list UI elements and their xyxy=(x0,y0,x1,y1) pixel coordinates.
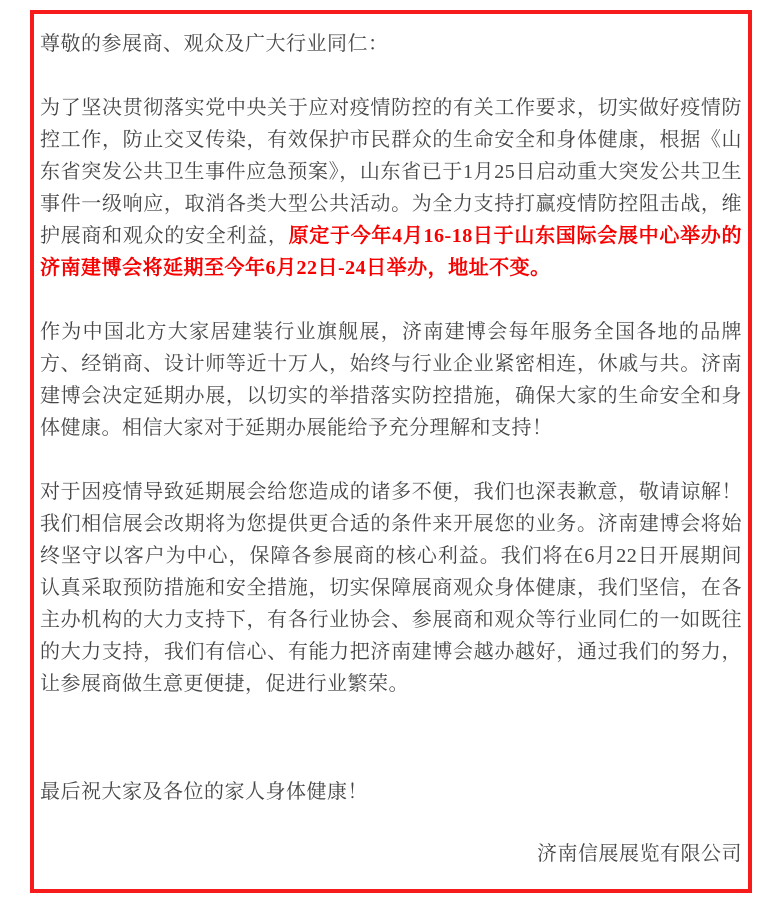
letter-closing: 最后祝大家及各位的家人身体健康！ xyxy=(40,781,368,803)
letter-greeting: 尊敬的参展商、观众及广大行业同仁： xyxy=(40,33,389,55)
letter-border-frame xyxy=(30,10,752,893)
postponement-highlight-text: 原定于今年4月16-18日于山东国际会展中心举办的济南建博会将延期至今年6月22日-24日举办，地址不变。 xyxy=(40,225,742,279)
letter-paragraphs xyxy=(40,92,742,700)
paragraph-text: 对于因疫情导致延期展会给您造成的诸多不便，我们也深表歉意，敬请谅解！我们相信展会改期将为您提供更合适的条件来开展您的业务。济南建博会将始终坚守以客户为中心，保障各参展商的核心利益。我们将在6月22日开展期间认真采取预防措施和安全措施，切实保障展商观众身体健康，我们坚信，在各主办机构的大力支持下，有各行业协会、参展商和观众等行业同仁的一如既往的大力支持，我们有信心、有能力把济南建博会越办越好，通过我们的努力，让参展商做生意更便捷，促进行业繁荣。 xyxy=(40,481,742,695)
paragraph-text: 作为中国北方大家居建装行业旗舰展，济南建博会每年服务全国各地的品牌方、经销商、设计师等近十万人，始终与行业企业紧密相连，休戚与共。济南建博会决定延期办展，以切实的举措落实防控措施，确保大家的生命安全和身体健康。相信大家对于延期办展能给予充分理解和支持！ xyxy=(40,321,742,439)
letter-paragraph xyxy=(40,476,742,700)
letter-signature: 济南信展展览有限公司 xyxy=(537,843,742,865)
letter-paragraph xyxy=(40,92,742,284)
paragraph-text: 为了坚决贯彻落实党中央关于应对疫情防控的有关工作要求，切实做好疫情防控工作，防止交叉传染，有效保护市民群众的生命安全和身体健康，根据《山东省突发公共卫生事件应急预案》，山东省已于1月25日启动重大突发公共卫生事件一级响应，取消各类大型公共活动。为全力支持打赢疫情防控阻击战，维护展商和观众的安全利益， xyxy=(40,97,742,247)
letter-paragraph xyxy=(40,316,742,444)
